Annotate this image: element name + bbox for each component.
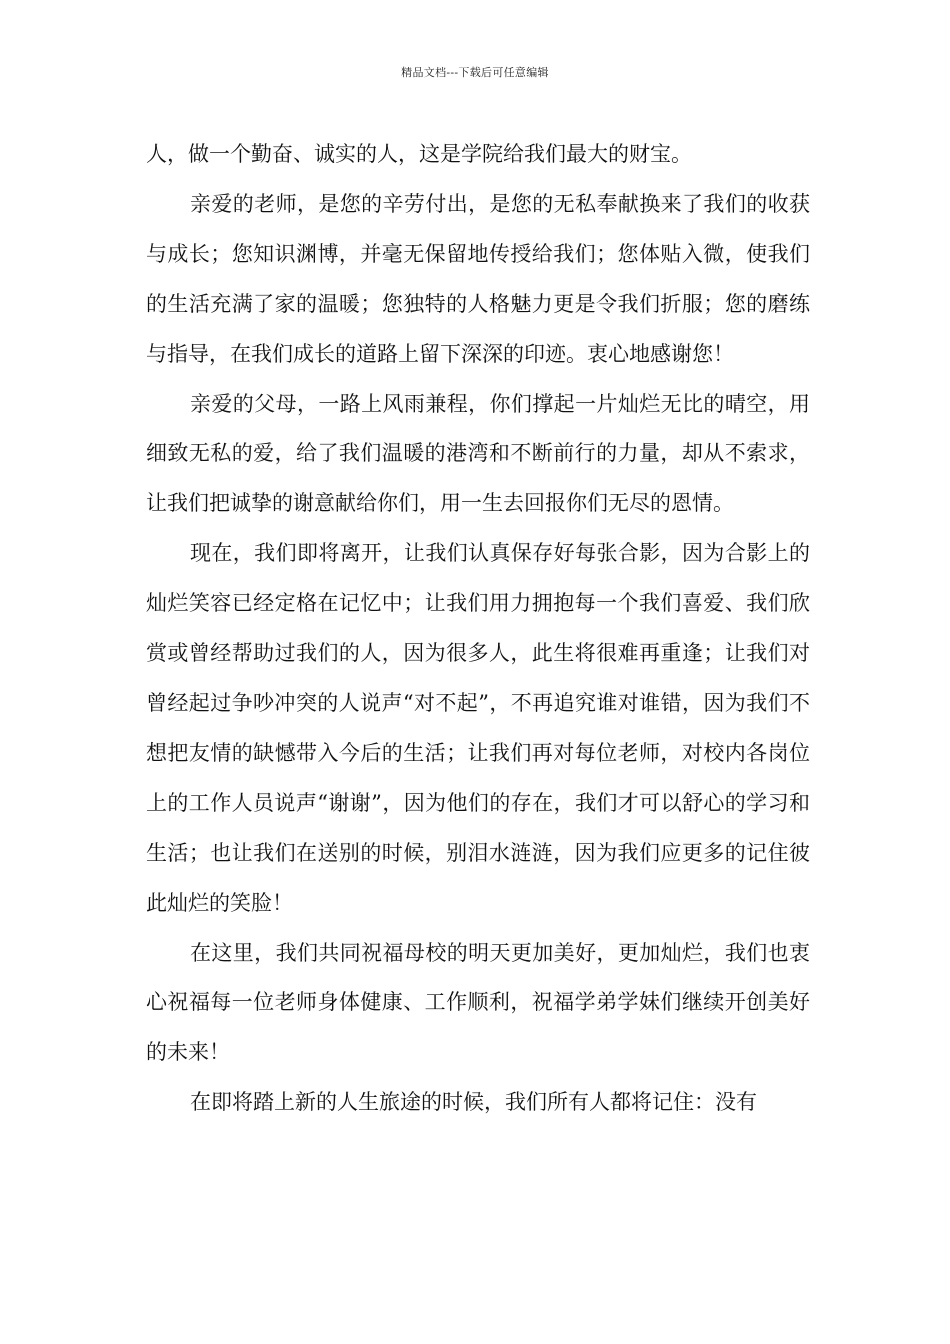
paragraph: 现在，我们即将离开，让我们认真保存好每张合影，因为合影上的灿烂笑容已经定格在记忆中；让我们用力拥抱每一个我们喜爱、我们欣赏或曾经帮助过我们的人，因为很多人，此生将很难再重逢；让我们对曾经起过争吵冲突的人说声“对不起”，不再追究谁对谁错，因为我们不想把友情的缺憾带入今后的生活；让我们再对每位老师，对校内各岗位上的工作人员说声“谢谢”，因为他们的存在，我们才可以舒心的学习和生活；也让我们在送别的时候，别泪水涟涟，因为我们应更多的记住彼此灿烂的笑脸！ (146, 541, 810, 915)
paragraph: 亲爱的父母，一路上风雨兼程，你们撑起一片灿烂无比的晴空，用细致无私的爱，给了我们温暖的港湾和不断前行的力量，却从不索求，让我们把诚挚的谢意献给你们，用一生去回报你们无尽的恩情。 (146, 391, 810, 516)
page-header: 精品文档---下载后可任意编辑 (401, 66, 549, 79)
paragraph: 亲爱的老师，是您的辛劳付出，是您的无私奉献换来了我们的收获与成长；您知识渊博，并毫无保留地传授给我们；您体贴入微，使我们的生活充满了家的温暖；您独特的人格魅力更是令我们折服；您的磨练与指导，在我们成长的道路上留下深深的印迹。衷心地感谢您！ (146, 191, 810, 366)
paragraph: 在这里，我们共同祝福母校的明天更加美好，更加灿烂，我们也衷心祝福每一位老师身体健康、工作顺利，祝福学弟学妹们继续开创美好的未来！ (146, 940, 810, 1065)
paragraph: 在即将踏上新的人生旅途的时候，我们所有人都将记住：没有 (190, 1090, 757, 1115)
paragraph: 人，做一个勤奋、诚实的人，这是学院给我们最大的财宝。 (146, 142, 692, 166)
document-body (146, 130, 810, 1128)
